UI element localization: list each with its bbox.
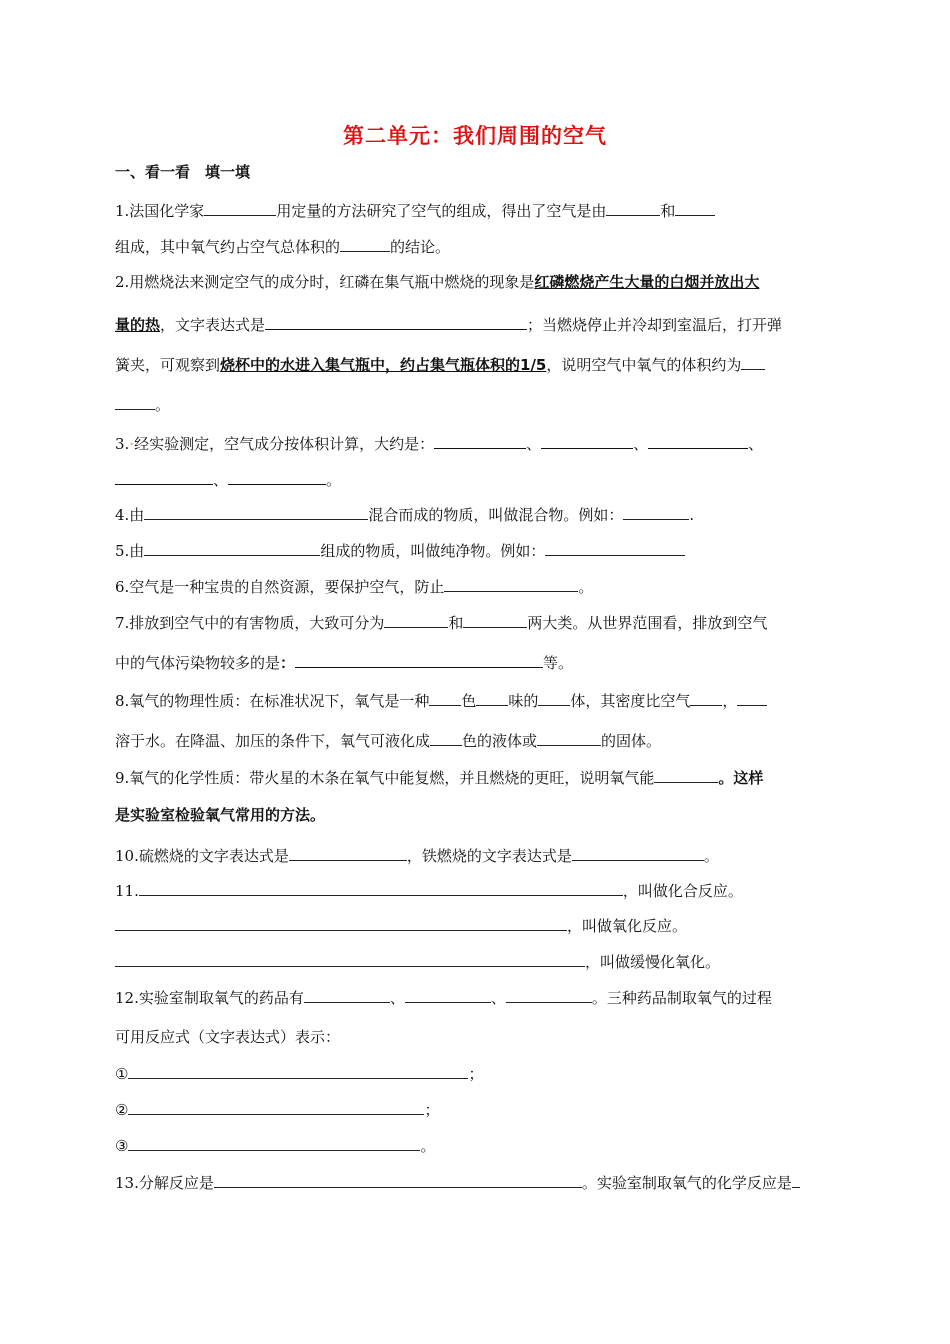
blank[interactable] <box>384 612 448 628</box>
question-2-line-4 <box>115 394 845 415</box>
q4-text-c: . <box>689 506 695 524</box>
q2-text-d: ，文字表达式是 <box>160 316 266 334</box>
blank[interactable] <box>506 987 592 1003</box>
separator: 、 <box>633 435 649 453</box>
blank[interactable] <box>139 880 623 896</box>
question-12-line-5 <box>115 1135 845 1156</box>
period: 。 <box>326 471 342 489</box>
question-12-line-1 <box>115 987 845 1008</box>
q13-text-a: 13.分解反应是 <box>115 1174 214 1192</box>
q1-text-c: 和 <box>660 202 676 220</box>
blank[interactable] <box>606 200 660 216</box>
q8-text-e: ， <box>722 692 738 710</box>
blank[interactable] <box>115 915 567 931</box>
blank[interactable] <box>214 1172 582 1188</box>
page-title: 第二单元：我们周围的空气 <box>343 124 607 148</box>
q11-text-c: ，叫做氧化反应。 <box>567 917 688 935</box>
separator: 、 <box>748 435 764 453</box>
dot-mark-icon: · <box>129 435 135 453</box>
blank[interactable] <box>340 236 390 252</box>
separator: 、 <box>490 989 506 1007</box>
blank[interactable] <box>204 200 276 216</box>
q7-colon: ： <box>280 654 296 672</box>
q2-answer-c: 烧杯中的水进入集气瓶中，约占集气瓶体积的1/5 <box>220 356 547 374</box>
question-11-line-1 <box>115 880 845 901</box>
question-10 <box>115 845 845 866</box>
q7-text-b: 和 <box>448 614 464 632</box>
q10-text-b: ，铁燃烧的文字表达式是 <box>406 847 572 865</box>
q11-number: 11. <box>115 882 139 900</box>
blank[interactable] <box>289 845 407 861</box>
question-7-line-2 <box>115 652 845 673</box>
question-9-line-1 <box>115 767 845 788</box>
q4-text-b: 混合而成的物质，叫做混合物。例如： <box>368 506 624 524</box>
blank[interactable] <box>265 314 527 330</box>
blank[interactable] <box>648 433 748 449</box>
blank[interactable] <box>228 469 326 485</box>
q12-text-b: 。三种药品制取氧气的过程 <box>591 989 772 1007</box>
circled-number-3: ③ <box>115 1137 129 1155</box>
q9-text-a: 9.氧气的化学性质：带火星的木条在氧气中能复燃，并且燃烧的更旺，说明氧气能 <box>115 769 655 787</box>
question-8-line-1 <box>115 690 845 711</box>
q3-number: 3. <box>115 435 130 453</box>
blank[interactable] <box>144 504 368 520</box>
blank[interactable] <box>128 1135 420 1151</box>
blank[interactable] <box>128 1099 424 1115</box>
q2-text-a: 2.用燃烧法来测定空气的成分时，红磷在集气瓶中燃烧的现象是 <box>115 273 535 291</box>
semicolon: ； <box>424 1101 440 1119</box>
separator: 、 <box>526 435 542 453</box>
q8-text-g: 色的液体或 <box>462 732 538 750</box>
q6-text-a: 6.空气是一种宝贵的自然资源，要保护空气，防止 <box>115 578 445 596</box>
question-1-line-2 <box>115 236 845 257</box>
blank[interactable] <box>444 576 578 592</box>
q11-text-b: ，叫做化合反应。 <box>622 882 743 900</box>
question-11-line-2 <box>115 915 845 936</box>
section-heading: 一、看一看 填一填 <box>115 163 251 181</box>
blank[interactable] <box>741 354 765 370</box>
q7-text-a: 7.排放到空气中的有害物质，大致可分为 <box>115 614 385 632</box>
blank[interactable] <box>405 987 491 1003</box>
separator: 、 <box>213 471 229 489</box>
q3-text-b: 经实验测定，空气成分按体积计算，大约是： <box>134 435 435 453</box>
blank[interactable] <box>115 951 585 967</box>
q7-text-d: 中的气体污染物较多的是 <box>115 654 281 672</box>
blank[interactable] <box>737 690 767 706</box>
q8-text-d: 体，其密度比空气 <box>570 692 691 710</box>
question-12-line-3 <box>115 1063 845 1084</box>
blank[interactable] <box>115 394 155 410</box>
q10-text-a: 10.硫燃烧的文字表达式是 <box>115 847 289 865</box>
blank[interactable] <box>538 690 570 706</box>
q8-text-h: 的固体。 <box>601 732 662 750</box>
q2-text-f: 簧夹，可观察到 <box>115 356 221 374</box>
blank[interactable] <box>690 690 722 706</box>
question-2-line-3 <box>115 354 845 375</box>
question-12-line-2: 可用反应式（文字表达式）表示： <box>115 1028 341 1046</box>
blank[interactable] <box>430 730 462 746</box>
question-2-line-2 <box>115 314 845 335</box>
blank[interactable] <box>476 690 508 706</box>
separator: 、 <box>389 989 405 1007</box>
q8-text-b: 色 <box>461 692 477 710</box>
circled-number-1: ① <box>115 1065 129 1083</box>
q13-text-b: 。实验室制取氧气的化学反应是 <box>581 1174 792 1192</box>
q1-text-d: 组成，其中氧气约占空气总体积的 <box>115 238 341 256</box>
question-2-line-1 <box>115 272 845 292</box>
q4-text-a: 4.由 <box>115 506 145 524</box>
q5-text-b: 组成的物质，叫做纯净物。例如： <box>320 542 546 560</box>
question-5 <box>115 540 845 561</box>
period: 。 <box>420 1137 436 1155</box>
blank[interactable] <box>429 690 461 706</box>
question-11-line-3 <box>115 951 845 972</box>
question-3-line-1 <box>115 433 845 454</box>
question-13 <box>115 1172 845 1193</box>
question-9-line-2: 是实验室检验氧气常用的方法。 <box>115 806 326 824</box>
q7-text-c: 两大类。从世界范围看，排放到空气 <box>527 614 768 632</box>
q8-text-f: 溶于水。在降温、加压的条件下，氧气可液化成 <box>115 732 431 750</box>
blank[interactable] <box>792 1172 800 1188</box>
question-8-line-2 <box>115 730 845 751</box>
q7-text-f: 等。 <box>543 654 574 672</box>
question-3-line-2 <box>115 469 845 490</box>
blank[interactable] <box>654 767 718 783</box>
q8-text-a: 8.氧气的物理性质：在标准状况下，氧气是一种 <box>115 692 430 710</box>
semicolon: ； <box>468 1065 484 1083</box>
circled-number-2: ② <box>115 1101 129 1119</box>
question-12-line-4 <box>115 1099 845 1120</box>
q2-answer-a: 红磷燃烧产生大量的白烟并放出大 <box>534 273 760 291</box>
blank[interactable] <box>295 652 543 668</box>
question-4 <box>115 504 845 525</box>
q1-text-e: 的结论。 <box>390 238 451 256</box>
blank[interactable] <box>537 730 601 746</box>
question-1-line-1 <box>115 200 845 221</box>
q9-text-b: 。这样 <box>718 769 764 787</box>
blank[interactable] <box>434 433 526 449</box>
q2-text-e: ；当燃烧停止并冷却到室温后，打开弹 <box>527 316 783 334</box>
q2-text-i: 。 <box>155 396 171 414</box>
blank[interactable] <box>572 845 704 861</box>
q8-text-c: 味的 <box>508 692 539 710</box>
blank[interactable] <box>144 540 320 556</box>
blank[interactable] <box>623 504 689 520</box>
blank[interactable] <box>545 540 685 556</box>
q5-text-a: 5.由 <box>115 542 145 560</box>
q12-text-a: 12.实验室制取氧气的药品有 <box>115 989 304 1007</box>
blank[interactable] <box>463 612 527 628</box>
question-6 <box>115 576 845 597</box>
blank[interactable] <box>541 433 633 449</box>
q2-text-h: ，说明空气中氧气的体积约为 <box>546 356 742 374</box>
q2-answer-b: 量的热 <box>115 316 161 334</box>
blank[interactable] <box>115 469 213 485</box>
q1-text-a: 1.法国化学家 <box>115 202 205 220</box>
q1-text-b: 用定量的方法研究了空气的组成，得出了空气是由 <box>276 202 607 220</box>
question-7-line-1 <box>115 612 845 633</box>
q11-text-d: ，叫做缓慢化氧化。 <box>585 953 721 971</box>
blank[interactable] <box>675 200 715 216</box>
q6-text-b: 。 <box>578 578 594 596</box>
blank[interactable] <box>304 987 390 1003</box>
blank[interactable] <box>128 1063 468 1079</box>
q10-text-c: 。 <box>703 847 719 865</box>
